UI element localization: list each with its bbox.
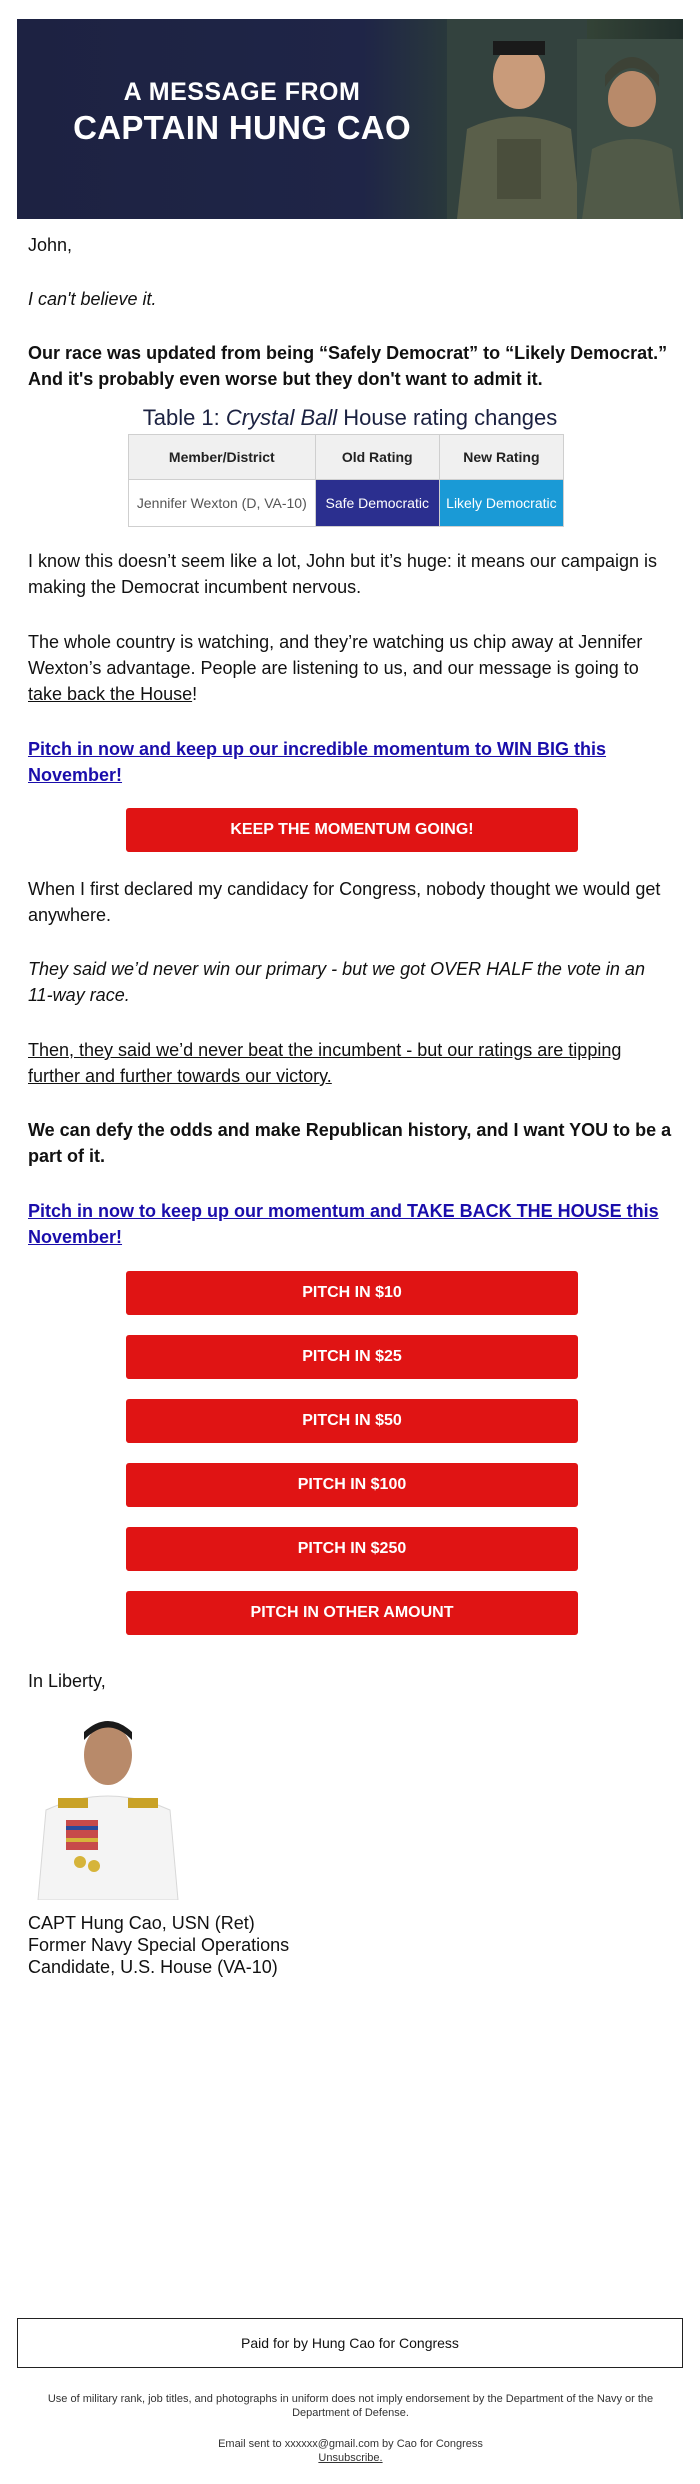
paragraph-country-watching: The whole country is watching, and they’re watching us chip away at Jennifer Wexton’s advantage. People are listening to us, and our message is going to take back the House!: [28, 632, 643, 704]
greeting: John,: [28, 235, 73, 255]
pitch-in-25-button[interactable]: PITCH IN $25: [126, 1335, 578, 1379]
ratings-table: [128, 434, 564, 527]
take-back-house-pitch-link[interactable]: Pitch in now to keep up our momentum and TAKE BACK THE HOUSE this November!: [28, 1201, 659, 1247]
soldier-photo: [447, 19, 587, 219]
lead-text: I can't believe it.: [28, 289, 157, 309]
table-header: Member/District: [129, 435, 316, 480]
paragraph-ratings-tipping: Then, they said we’d never beat the incumbent - but our ratings are tipping further and further towards our victory.: [28, 1040, 622, 1086]
paragraph-incumbent-nervous: I know this doesn’t seem like a lot, John but it’s huge: it means our campaign is making the Democrat incumbent nervous.: [28, 551, 657, 597]
email-sent-text: Email sent to xxxxxx@gmail.com by Cao for Congress: [218, 2438, 483, 2450]
candidate-portrait: [28, 1710, 184, 1900]
table-header: Old Rating: [315, 435, 439, 480]
pitch-in-100-button[interactable]: PITCH IN $100: [126, 1463, 578, 1507]
old-rating-cell: Safe Democratic: [315, 480, 439, 527]
pilot-photo: [577, 39, 683, 219]
signature-candidacy: Candidate, U.S. House (VA-10): [28, 1957, 278, 1977]
pitch-in-10-button[interactable]: PITCH IN $10: [126, 1271, 578, 1315]
table-row: [129, 480, 564, 527]
table-header: New Rating: [439, 435, 563, 480]
keep-momentum-button[interactable]: KEEP THE MOMENTUM GOING!: [126, 808, 578, 852]
pitch-in-momentum-link[interactable]: Pitch in now and keep up our incredible momentum to WIN BIG this November!: [28, 739, 607, 785]
disclaimer-text: Use of military rank, job titles, and photographs in uniform does not imply endorsement by the Department of the Navy or the Department of Defense.: [47, 2393, 654, 2419]
signoff: In Liberty,: [28, 1671, 106, 1691]
rating-update-text: Our race was updated from being “Safely Democrat” to “Likely Democrat.” And it's probably even worse but they don't want to admit it.: [28, 343, 668, 389]
pitch-in-250-button[interactable]: PITCH IN $250: [126, 1527, 578, 1571]
paid-for-box: Paid for by Hung Cao for Congress: [17, 2318, 683, 2368]
signature-name: CAPT Hung Cao, USN (Ret): [28, 1913, 255, 1933]
header-banner: [17, 19, 683, 219]
paragraph-defy-odds: We can defy the odds and make Republican history, and I want YOU to be a part of it.: [28, 1120, 672, 1166]
paragraph-candidacy: When I first declared my candidacy for Congress, nobody thought we would get anywhere.: [28, 879, 661, 925]
member-cell: Jennifer Wexton (D, VA-10): [129, 480, 316, 527]
paragraph-primary-win: They said we’d never win our primary - but we got OVER HALF the vote in an 11-way race.: [28, 959, 645, 1005]
pitch-in-other-amount-button[interactable]: PITCH IN OTHER AMOUNT: [126, 1591, 578, 1635]
unsubscribe-link[interactable]: Unsubscribe.: [318, 2452, 383, 2464]
pitch-in-50-button[interactable]: PITCH IN $50: [126, 1399, 578, 1443]
table-caption: Table 1: Crystal Ball House rating changes: [142, 405, 558, 430]
banner-title: CAPTAIN HUNG CAO: [73, 109, 411, 146]
take-back-house-link[interactable]: take back the House: [28, 684, 193, 704]
banner-subtitle: A MESSAGE FROM: [123, 78, 361, 106]
new-rating-cell: Likely Democratic: [439, 480, 563, 527]
signature-title: Former Navy Special Operations: [28, 1935, 290, 1955]
